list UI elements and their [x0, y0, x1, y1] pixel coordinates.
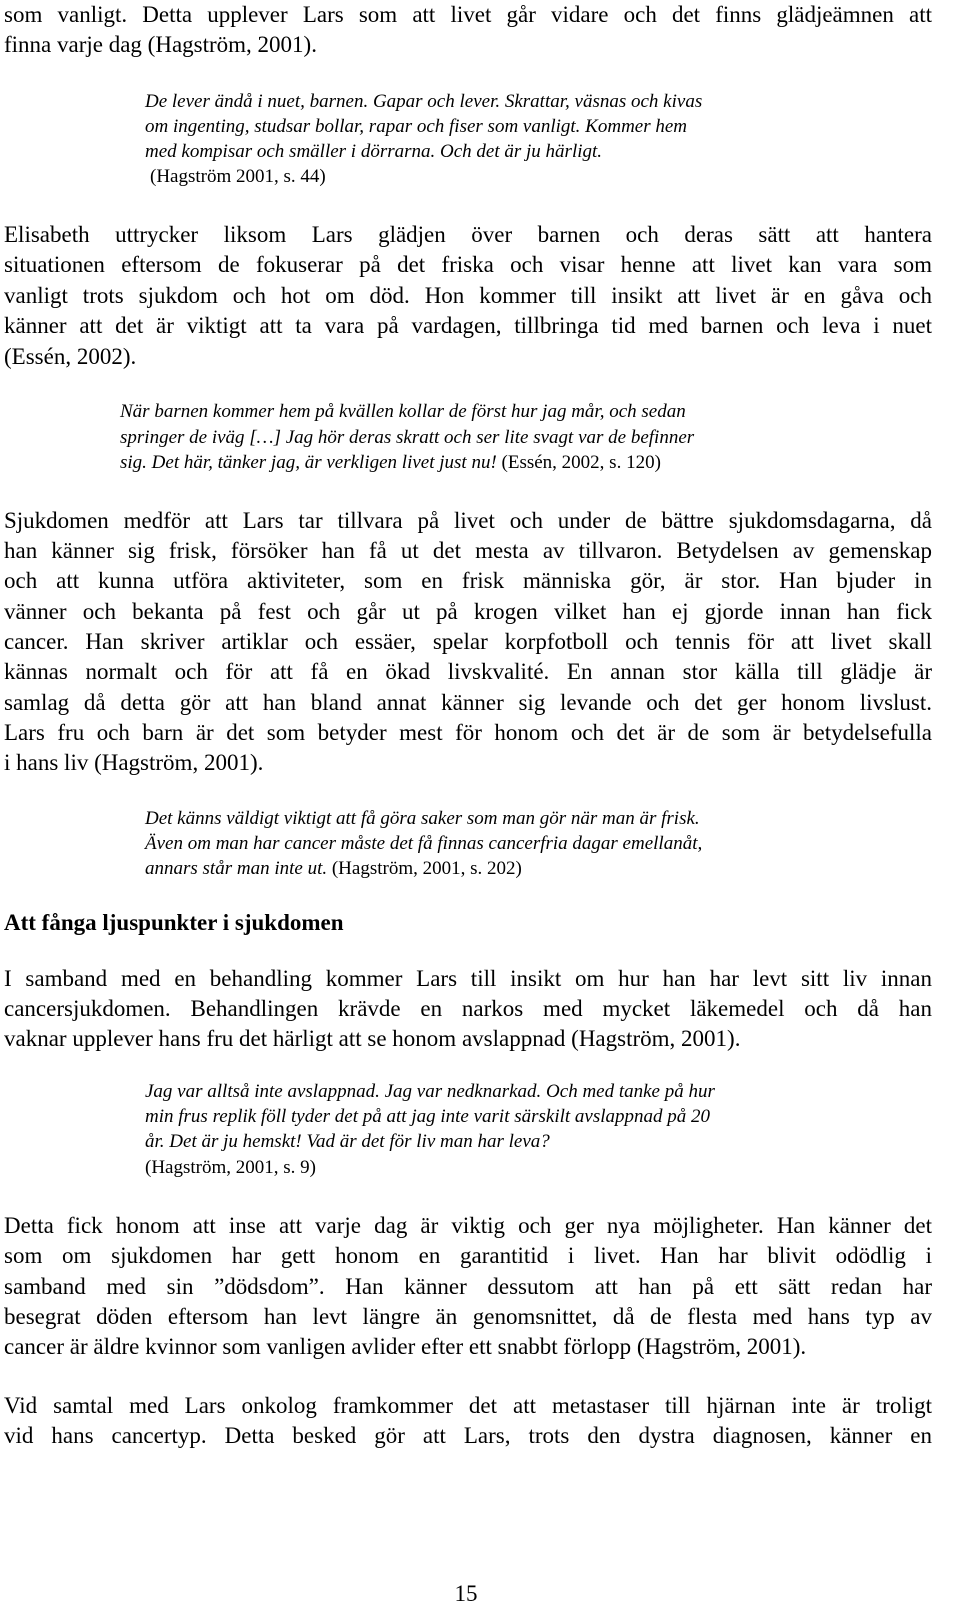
paragraph-line: cancersjukdomen. Behandlingen krävde en narkos med mycket läkemedel och då han [4, 996, 932, 1021]
block-quote-line: annars står man inte ut. (Hagström, 2001, s. 202) [145, 858, 522, 879]
block-quote-line: När barnen kommer hem på kvällen kollar de först hur jag mår, och sedan [120, 401, 686, 422]
block-quote-line: min frus replik föll tyder det på att jag inte varit särskilt avslappnad på 20 [145, 1106, 711, 1127]
paragraph-line: besegrat döden eftersom han levt längre än genomsnittet, då de flesta med hans typ av [4, 1304, 932, 1329]
paragraph-line: Detta fick honom att inse att varje dag är viktig och ger nya möjligheter. Han känner det [4, 1213, 932, 1238]
block-quote-line: om ingenting, studsar bollar, rapar och fiser som vanligt. Kommer hem [145, 116, 688, 137]
paragraph-line: Lars fru och barn är det som betyder mest för honom och det är de som är betydelsefulla [4, 720, 932, 745]
paragraph-line: vid hans cancertyp. Detta besked gör att Lars, trots den dystra diagnosen, känner en [4, 1423, 932, 1448]
paragraph-line: cancer. Han skriver artiklar och essäer, spelar korpfotboll och tennis för att livet skall [4, 629, 932, 654]
paragraph-line: samband med sin ”dödsdom”. Han känner dessutom att han på ett sätt redan har [4, 1274, 932, 1299]
block-quote-line: springer de iväg […] Jag hör deras skratt och ser lite svagt var de befinner [120, 427, 695, 448]
quote-citation: (Essén, 2002, s. 120) [496, 452, 661, 473]
paragraph-line: kännas normalt och för att få en ökad livskvalité. En annan stor källa till glädje är [4, 659, 932, 684]
quote-citation: (Hagström, 2001, s. 9) [145, 1157, 316, 1178]
quote-citation: (Hagström, 2001, s. 202) [327, 858, 522, 879]
paragraph-line: (Essén, 2002). [4, 344, 137, 369]
block-quote-line: år. Det är ju hemskt! Vad är det för liv man har leva? [145, 1131, 550, 1152]
block-quote-line: Det känns väldigt viktigt att få göra saker som man gör när man är frisk. [145, 808, 700, 829]
paragraph-line: som vanligt. Detta upplever Lars som att livet går vidare och det finns glädjeämnen att [4, 2, 932, 27]
paragraph-line: i hans liv (Hagström, 2001). [4, 750, 264, 775]
page-number: 15 [454, 1581, 478, 1606]
paragraph-line: samlag då detta gör att han bland annat känner sig levande och det ger honom livslust. [4, 690, 932, 715]
paragraph-line: Vid samtal med Lars onkolog framkommer det att metastaser till hjärnan inte är troligt [4, 1393, 932, 1418]
paragraph-line: vaknar upplever hans fru det härligt att se honom avslappnad (Hagström, 2001). [4, 1026, 741, 1051]
paragraph-line: situationen eftersom de fokuserar på det friska och visar henne att livet kan vara som [4, 252, 932, 277]
paragraph-line: I samband med en behandling kommer Lars till insikt om hur han har levt sitt liv innan [4, 966, 932, 991]
paragraph-line: som om sjukdomen har gett honom en garantitid i livet. Han har blivit odödlig i [4, 1243, 932, 1268]
paragraph-line: vanligt trots sjukdom och hot om död. Hon kommer till insikt att livet är en gåva och [4, 283, 932, 308]
paragraph-line: vänner och bekanta på fest och går ut på krogen vilket han ej gjorde innan han fick [4, 599, 932, 624]
block-quote-line: sig. Det här, tänker jag, är verkligen livet just nu! (Essén, 2002, s. 120) [120, 452, 661, 473]
block-quote-line: De lever ändå i nuet, barnen. Gapar och lever. Skrattar, väsnas och kivas [145, 91, 703, 112]
paragraph-line: finna varje dag (Hagström, 2001). [4, 32, 317, 57]
block-quote-line: med kompisar och smäller i dörrarna. Och det är ju härligt. [145, 141, 603, 162]
paragraph-line: och att kunna utföra aktiviteter, som en frisk människa gör, är stor. Han bjuder in [4, 568, 932, 593]
section-heading: Att fånga ljuspunkter i sjukdomen [4, 910, 344, 935]
paragraph-line: Elisabeth uttrycker liksom Lars glädjen över barnen och deras sätt att hantera [4, 222, 932, 247]
quote-citation: (Hagström 2001, s. 44) [150, 166, 326, 187]
block-quote-line: Även om man har cancer måste det få finnas cancerfria dagar emellanåt, [145, 833, 703, 854]
paragraph-line: Sjukdomen medför att Lars tar tillvara på livet och under de bättre sjukdomsdagarna, då [4, 508, 932, 533]
paragraph-line: han känner sig frisk, försöker han få ut det mesta av tillvaron. Betydelsen av gemenskap [4, 538, 932, 563]
paragraph-line: cancer är äldre kvinnor som vanligen avlider efter ett snabbt förlopp (Hagström, 2001). [4, 1334, 807, 1359]
paragraph-line: känner att det är viktigt att ta vara på vardagen, tillbringa tid med barnen och leva i nuet [4, 313, 932, 338]
block-quote-line: Jag var alltså inte avslappnad. Jag var nedknarkad. Och med tanke på hur [145, 1081, 715, 1102]
